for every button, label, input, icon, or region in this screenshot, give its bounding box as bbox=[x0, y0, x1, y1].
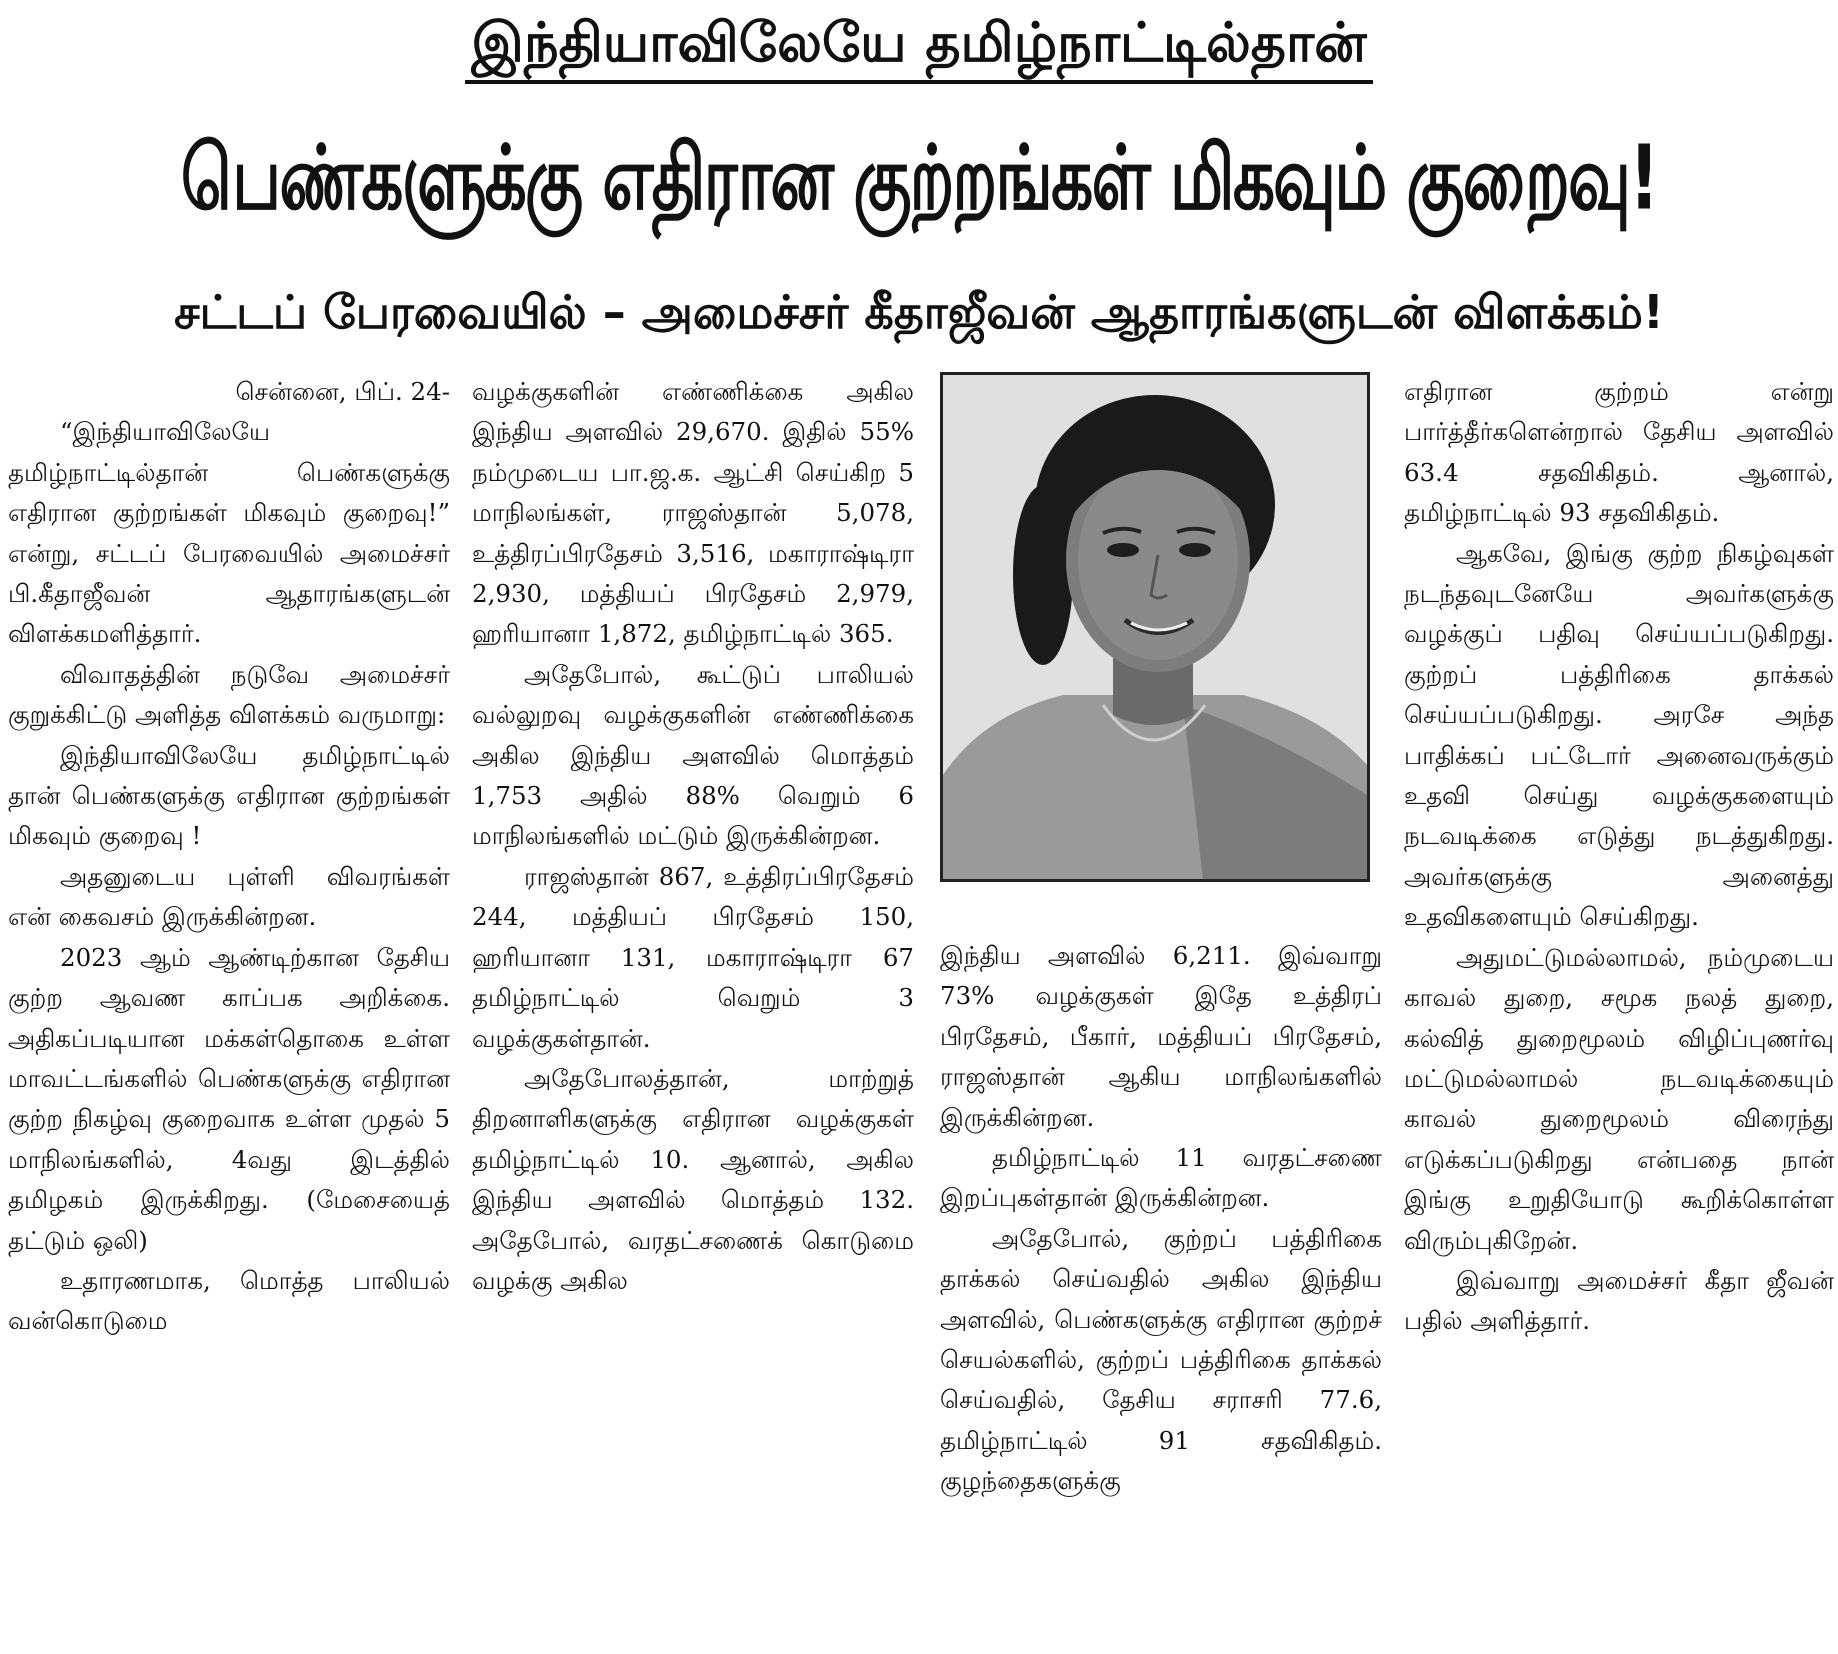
paragraph: அதுமட்டுமல்லாமல், நம்முடைய காவல் துறை, சமூக நலத் துறை, கல்வித் துறைமூலம் விழிப்புணர்வு மட்டுமல்லாமல் நடவடிக்கையும் காவல் துறைமூலம் விரைந்து எடுக்கப்படுகிறது என்பதை நான் இங்கு உறுதியோடு கூறிக்கொள்ள விரும்புகிறேன். bbox=[1404, 942, 1834, 1255]
paragraph: ஆகவே, இங்கு குற்ற நிகழ்வுகள் நடந்தவுடனேயே அவர்களுக்கு வழக்குப் பதிவு செய்யப்படுகிறது. குற்றப் பத்திரிகை தாக்கல் செய்யப்படுகிறது. அரசே அந்த பாதிக்கப் பட்டோர் அனைவருக்கும் உதவி செய்து வழக்குகளையும் நடவடிக்கை எடுத்து நடத்துகிறது. அவர்களுக்கு அனைத்து உதவிகளையும் செய்கிறது. bbox=[1404, 538, 1834, 932]
kicker-headline bbox=[0, 6, 1838, 84]
article-column-1 bbox=[8, 372, 450, 1648]
paragraph: உதாரணமாக, மொத்த பாலியல் வன்கொடுமை bbox=[8, 1265, 450, 1336]
paragraph: தமிழ்நாட்டில் 11 வரதட்சணை இறப்புகள்தான் இருக்கின்றன. bbox=[940, 1143, 1382, 1213]
paragraph: அதேபோல், கூட்டுப் பாலியல் வல்லுறவு வழக்குகளின் எண்ணிக்கை அகில இந்திய அளவில் மொத்தம் 1,753 அதில் 88% வெறும் 6 மாநிலங்களில் மட்டும் இருக்கின்றன. bbox=[472, 659, 914, 851]
paragraph: இந்தியாவிலேயே தமிழ்நாட்டில் தான் பெண்களுக்கு எதிரான குற்றங்கள் மிகவும் குறைவு ! bbox=[8, 740, 450, 851]
paragraph: 2023 ஆம் ஆண்டிற்கான தேசிய குற்ற ஆவண காப்பக அறிக்கை. அதிகப்படியான மக்கள்தொகை உள்ள மாவட்டங்களில் பெண்களுக்கு எதிரான குற்ற நிகழ்வு குறைவாக உள்ள முதல் 5 மாநிலங்களில், 4வது இடத்தில் தமிழகம் இருக்கிறது. (மேசையைத் தட்டும் ஒலி) bbox=[8, 942, 450, 1255]
article-column-3 bbox=[940, 936, 1382, 1648]
minister-photo bbox=[940, 372, 1370, 882]
kicker-text: இந்தியாவிலேயே தமிழ்நாட்டில்தான் bbox=[465, 6, 1372, 84]
paragraph: வழக்குகளின் எண்ணிக்கை அகில இந்திய அளவில் 29,670. இதில் 55% நம்முடைய பா.ஜ.க. ஆட்சி செய்கிற 5 மாநிலங்கள், ராஜஸ்தான் 5,078, உத்திரப்பிரதேசம் 3,516, மகாராஷ்டிரா 2,930, மத்தியப் பிரதேசம் 2,979, ஹரியானா 1,872, தமிழ்நாட்டில் 365. bbox=[472, 377, 914, 649]
paragraph: அதேபோல், குற்றப் பத்திரிகை தாக்கல் செய்வதில் அகில இந்திய அளவில், பெண்களுக்கு எதிரான குற்றச் செயல்களில், குற்றப் பத்திரிகை தாக்கல் செய்வதில், தேசிய சராசரி 77.6, தமிழ்நாட்டில் 91 சதவிகிதம். குழந்தைகளுக்கு bbox=[940, 1223, 1382, 1496]
paragraph: இவ்வாறு அமைச்சர் கீதா ஜீவன் பதில் அளித்தார். bbox=[1404, 1265, 1834, 1336]
dateline: சென்னை, பிப். 24- bbox=[235, 377, 450, 406]
paragraph: அதேபோலத்தான், மாற்றுத் திறனாளிகளுக்கு எதிரான வழக்குகள் தமிழ்நாட்டில் 10. ஆனால், அகில இந்திய அளவில் மொத்தம் 132. அதேபோல், வரதட்சணைக் கொடுமை வழக்கு அகில bbox=[472, 1063, 914, 1295]
paragraph: விவாதத்தின் நடுவே அமைச்சர் குறுக்கிட்டு அளித்த விளக்கம் வருமாறு: bbox=[8, 659, 450, 730]
paragraph: “இந்தியாவிலேயே தமிழ்நாட்டில்தான் பெண்களுக்கு எதிரான குற்றங்கள் மிகவும் குறைவு!” என்று, சட்டப் பேரவையில் அமைச்சர் பி.கீதாஜீவன் ஆதாரங்களுடன் விளக்கமளித்தார். bbox=[8, 417, 450, 649]
paragraph: ராஜஸ்தான் 867, உத்திரப்பிரதேசம் 244, மத்தியப் பிரதேசம் 150, ஹரியானா 131, மகாராஷ்டிரா 67 தமிழ்நாட்டில் வெறும் 3 வழக்குகள்தான். bbox=[472, 861, 914, 1053]
sub-headline: சட்டப் பேரவையில் – அமைச்சர் கீதாஜீவன் ஆதாரங்களுடன் விளக்கம்! bbox=[174, 285, 1664, 339]
paragraph: எதிரான குற்றம் என்று பார்த்தீர்களென்றால் தேசிய அளவில் 63.4 சதவிகிதம். ஆனால், தமிழ்நாட்டில் 93 சதவிகிதம். bbox=[1404, 377, 1834, 528]
article-column-4 bbox=[1404, 372, 1834, 1648]
portrait-image bbox=[943, 375, 1367, 879]
article-column-2 bbox=[472, 372, 914, 1648]
main-headline: பெண்களுக்கு எதிரான குற்றங்கள் மிகவும் குறைவு! bbox=[180, 126, 1658, 231]
paragraph: அதனுடைய புள்ளி விவரங்கள் என் கைவசம் இருக்கின்றன. bbox=[8, 861, 450, 932]
paragraph: இந்திய அளவில் 6,211. இவ்வாறு 73% வழக்குகள் இதே உத்திரப் பிரதேசம், பீகார், மத்தியப் பிரதேசம், ராஜஸ்தான் ஆகிய மாநிலங்களில் இருக்கின்றன. bbox=[940, 941, 1382, 1132]
